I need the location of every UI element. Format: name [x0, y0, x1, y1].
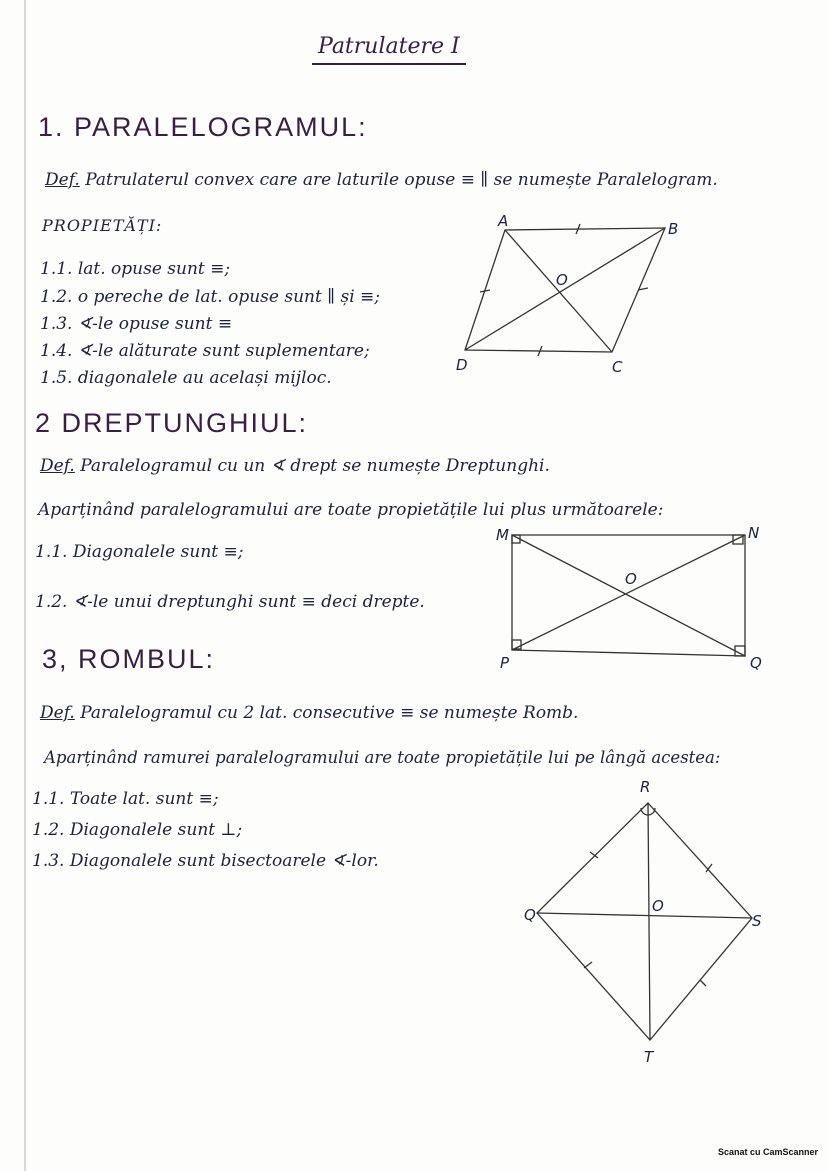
vertex-label: A — [498, 212, 509, 230]
section-heading-paralelogram: 1. PARALELOGRAMUL: — [38, 112, 368, 142]
rectangle-figure — [512, 535, 745, 656]
vertex-label: O — [625, 570, 637, 588]
section-heading-romb: 3, ROMBUL: — [42, 644, 216, 674]
vertex-label: B — [668, 220, 679, 238]
def-label: Def. — [40, 456, 75, 476]
intro-romb: Aparținând ramurei paralelogramului are toate propietățile lui pe lângă acestea: — [44, 748, 721, 767]
section-heading-dreptunghi: 2 DREPTUNGHIUL: — [35, 408, 309, 438]
vertex-label: O — [652, 897, 664, 915]
list-item: 1.2. ∢-le unui dreptunghi sunt ≡ deci drepte. — [35, 592, 425, 612]
vertex-label: C — [612, 358, 623, 376]
vertex-label: O — [556, 271, 568, 289]
parallelogram-figure — [465, 224, 665, 356]
list-item: 1.4. ∢-le alăturate sunt suplementare; — [40, 341, 370, 361]
list-item: 1.1. lat. opuse sunt ≡; — [40, 259, 231, 279]
vertex-label: S — [752, 912, 762, 930]
vertex-label: P — [500, 654, 510, 672]
definition-text: Patrulaterul convex care are laturile opuse ≡ ∥ se numește Paralelogram. — [85, 170, 718, 190]
list-item: 1.5. diagonalele au același mijloc. — [40, 368, 332, 388]
vertex-label: D — [456, 356, 468, 374]
vertex-label: Q — [750, 654, 762, 672]
scanner-watermark: Scanat cu CamScanner — [718, 1147, 819, 1157]
properties-heading: PROPIETĂȚI: — [42, 216, 163, 235]
list-item: 1.3. ∢-le opuse sunt ≡ — [40, 314, 233, 334]
def-label: Def. — [45, 170, 80, 190]
vertex-label: T — [644, 1048, 654, 1066]
list-item: 1.3. Diagonalele sunt bisectoarele ∢-lor. — [32, 851, 379, 871]
definition-text: Paralelogramul cu un ∢ drept se numește Dreptunghi. — [80, 456, 550, 476]
definition-text: Paralelogramul cu 2 lat. consecutive ≡ se numește Romb. — [80, 703, 579, 723]
vertex-label: N — [748, 524, 760, 542]
list-item: 1.2. o pereche de lat. opuse sunt ∥ și ≡; — [40, 287, 381, 307]
list-item: 1.1. Diagonalele sunt ≡; — [35, 542, 244, 562]
list-item: 1.1. Toate lat. sunt ≡; — [32, 789, 219, 809]
intro-dreptunghi: Aparținând paralelogramului are toate propietățile lui plus următoarele: — [38, 500, 664, 520]
vertex-label: R — [640, 778, 651, 796]
rhombus-figure — [537, 803, 752, 1040]
list-item: 1.2. Diagonalele sunt ⊥; — [32, 820, 243, 840]
page-title: Patrulatere I — [312, 34, 466, 65]
vertex-label: M — [496, 526, 509, 544]
vertex-label: Q — [524, 906, 536, 924]
def-label: Def. — [40, 703, 75, 723]
